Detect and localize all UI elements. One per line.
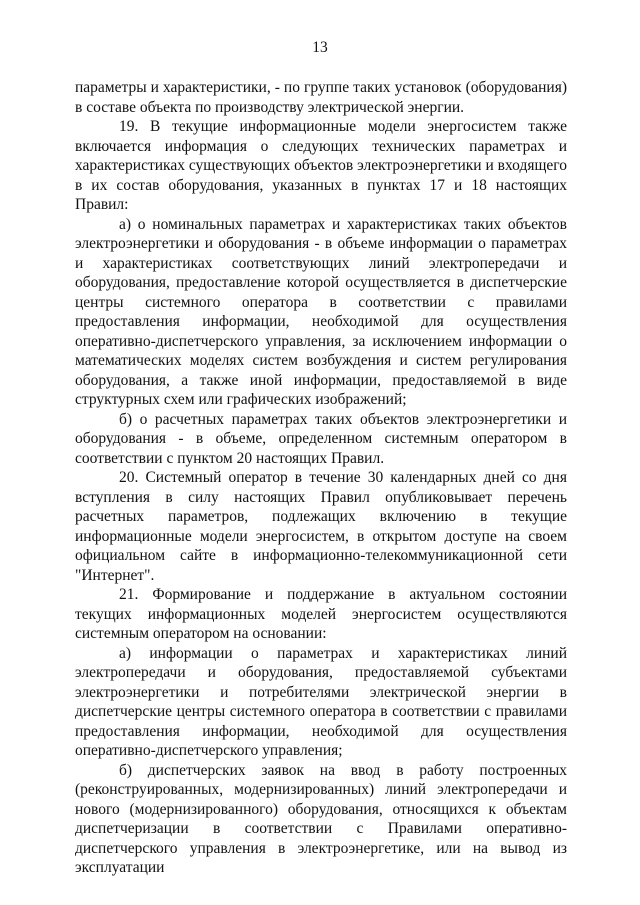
document-body [75,78,567,878]
paragraph-19-b: б) о расчетных параметрах таких объектов электроэнергетики и оборудования - в объеме, определенном системным оператором в соответствии с пунктом 20 настоящих Правил. [75,410,567,467]
paragraph-19: 19. В текущие информационные модели энергосистем также включается информация о следующих технических параметрах и характеристиках существующих объектов электроэнергетики и входящего в их состав оборудования, указанных в пунктах 17 и 18 настоящих Правил: [75,118,567,213]
paragraph-20: 20. Системный оператор в течение 30 календарных дней со дня вступления в силу настоящих Правил опубликовывает перечень расчетных параметров, подлежащих включению в текущие информационные модели энергосистем, в открытом доступе на своем официальном сайте в информационно-телекоммуникационной сети "Интернет". [75,469,567,584]
page-number: 13 [312,39,328,56]
paragraph-21-a: а) информации о параметрах и характеристиках линий электропередачи и оборудования, предоставляемой субъектами электроэнергетики и потребителями электрической энергии в диспетчерские центры системного оператора в соответствии с правилами предоставления информации, необходимой для осуществления оперативно-диспетчерского управления; [75,644,567,759]
paragraph-21: 21. Формирование и поддержание в актуальном состоянии текущих информационных моделей энергосистем осуществляются системным оператором на основании: [75,586,567,642]
paragraph-19-a: а) о номинальных параметрах и характеристиках таких объектов электроэнергетики и оборудования - в объеме информации о параметрах и характеристиках соответствующих линий электропередачи и оборудования, предоставление которой осуществляется в диспетчерские центры системного оператора в соответствии с правилами предоставления информации, необходимой для осуществления оперативно-диспетчерского управления, за исключением информации о математических моделях систем возбуждения и систем регулирования оборудования, а также иной информации, предоставляемой в виде структурных схем или графических изображений; [75,215,567,408]
paragraph-continuation: параметры и характеристики, - по группе таких установок (оборудования) в составе объекта по производству электрической энергии. [75,79,567,116]
paragraph-21-b: б) диспетчерских заявок на ввод в работу построенных (реконструированных, модернизированных) линий электропередачи и нового (модернизированного) оборудования, относящихся к объектам диспетчеризации в соответствии с Правилами оперативно-диспетчерского управления в электроэнергетике, или на вывод из эксплуатации [75,761,567,876]
